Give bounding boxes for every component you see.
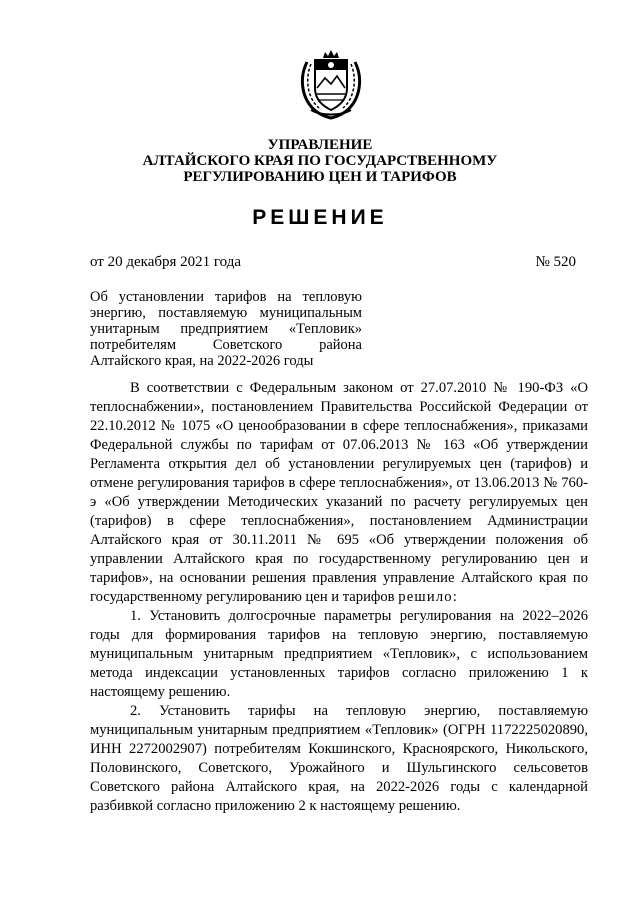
subject-line: Об установлении тарифов на тепловую [90, 289, 362, 305]
agency-name [0, 137, 640, 185]
document-date: от 20 декабря 2021 года [90, 254, 242, 270]
document-title: РЕШЕНИЕ [252, 206, 388, 229]
item-2-paragraph: 2. Установить тарифы на тепловую энергию, поставляемую муниципальным унитарным предприятием «Тепловик» (ОГРН 1172225020890, ИНН 2272002907) потребителям Кокшинского, Красноярского, Никольского, Половинского, Советского, Урожайного и Шульгинского сельсоветов Советского района Алтайского края, на 2022-2026 годы с календарной разбивкой согласно приложению 2 к настоящему решению. [90, 703, 588, 814]
agency-line: АЛТАЙСКОГО КРАЯ ПО ГОСУДАРСТВЕННОМУ [142, 153, 498, 169]
document-body [90, 379, 588, 816]
preamble-paragraph [90, 379, 588, 607]
agency-line: УПРАВЛЕНИЕ [267, 137, 373, 153]
document-subject [90, 289, 362, 369]
agency-line: РЕГУЛИРОВАНИЮ ЦЕН И ТАРИФОВ [183, 169, 457, 185]
subject-line: унитарным предприятием «Тепловик» [90, 321, 362, 337]
subject-line: энергию, поставляемую муниципальным [90, 305, 362, 321]
document-number: № 520 [535, 254, 576, 270]
subject-line: потребителям Советского района [90, 337, 362, 353]
item-1-paragraph: 1. Установить долгосрочные параметры регулирования на 2022–2026 годы для формирования тарифов на тепловую энергию, поставляемую муниципальным унитарным предприятием «Тепловик», с использованием метода индексации установленных тарифов согласно приложению 1 к настоящему решению. [90, 608, 588, 700]
subject-line: Алтайского края, на 2022-2026 годы [90, 353, 314, 369]
coat-of-arms-icon [297, 48, 365, 120]
decided-word: решило: [398, 589, 459, 605]
preamble-text: В соответствии с Федеральным законом от 27.07.2010 № 190-ФЗ «О теплоснабжении», постановлением Правительства Российской Федерации от 22.10.2012 № 1075 «О ценообразовании в сфере теплоснабжения», приказами Федеральной службы по тарифам от 07.06.2013 № 163 «Об утверждении Регламента открытия дел об установлении регулируемых цен (тарифов) и отмене регулирования тарифов в сфере теплоснабжения», от 13.06.2013 № 760-э «Об утверждении Методических указаний по расчету регулируемых цен (тарифов) в сфере теплоснабжения», постановлением Администрации Алтайского края от 30.11.2011 № 695 «Об утверждении положения об управлении Алтайского края по государственному регулированию цен и тарифов», на основании решения правления управление Алтайского края по государственному регулированию цен и тарифов [90, 380, 588, 605]
